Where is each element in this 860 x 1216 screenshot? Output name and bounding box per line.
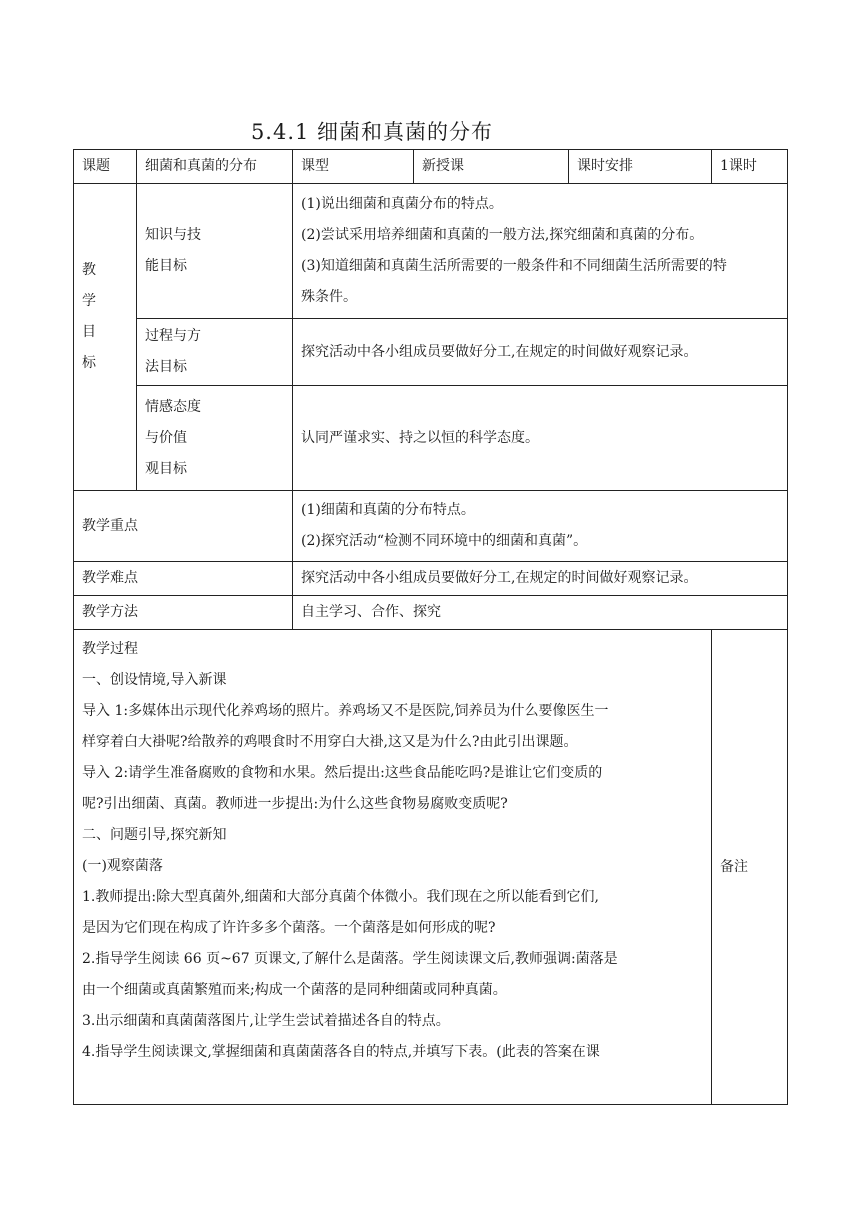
page-title: 5.4.1 细菌和真菌的分布 (250, 120, 494, 144)
difficulties-label: 教学难点 (74, 562, 293, 596)
knowledge-objective-content: (1)说出细菌和真菌分布的特点。 (2)尝试采用培养细菌和真菌的一般方法,探究细菌和真菌的分布。 (3)知道细菌和真菌生活所需要的一般条件和不同细菌生活所需要的特 殊条件。 (293, 184, 788, 319)
topic-value: 细菌和真菌的分布 (137, 150, 293, 184)
notes-label: 备注 (712, 630, 788, 1105)
methods-content: 自主学习、合作、探究 (293, 596, 788, 630)
process-objective-row (74, 319, 788, 386)
objectives-label: 教 学 目 标 (74, 184, 137, 491)
header-row (74, 150, 788, 184)
knowledge-objective-row (74, 184, 788, 319)
lesson-type-value: 新授课 (414, 150, 569, 184)
lesson-plan-table (73, 149, 788, 1105)
attitude-objective-label: 情感态度 与价值 观目标 (137, 386, 293, 491)
attitude-objective-row (74, 386, 788, 491)
teaching-process-content: 教学过程 一、创设情境,导入新课 导入 1:多媒体出示现代化养鸡场的照片。养鸡场又不是医院,饲养员为什么要像医生一 样穿着白大褂呢?给散养的鸡喂食时不用穿白大褂,这又是为什么?由此引出课题。 导入 2:请学生准备腐败的食物和水果。然后提出:这些食品能吃吗?是谁让它们变质的 呢?引出细菌、真菌。教师进一步提出:为什么这些食物易腐败变质呢? 二、问题引导,探究新知 (一)观察菌落 1.教师提出:除大型真菌外,细菌和大部分真菌个体微小。我们现在之所以能看到它们, 是因为它们现在构成了许许多多个菌落。一个菌落是如何形成的呢? 2.指导学生阅读 66 页~67 页课文,了解什么是菌落。学生阅读课文后,教师强调:菌落是 由一个细菌或真菌繁殖而来;构成一个菌落的是同种细菌或同种真菌。 3.出示细菌和真菌菌落图片,让学生尝试着描述各自的特点。 4.指导学生阅读课文,掌握细菌和真菌菌落各自的特点,并填写下表。(此表的答案在课 (74, 630, 712, 1105)
process-objective-label: 过程与方 法目标 (137, 319, 293, 386)
key-points-row (74, 491, 788, 562)
attitude-objective-content: 认同严谨求实、持之以恒的科学态度。 (293, 386, 788, 491)
difficulties-row (74, 562, 788, 596)
knowledge-objective-label: 知识与技 能目标 (137, 184, 293, 319)
lesson-type-label: 课型 (293, 150, 414, 184)
process-objective-content: 探究活动中各小组成员要做好分工,在规定的时间做好观察记录。 (293, 319, 788, 386)
topic-label: 课题 (74, 150, 137, 184)
schedule-value: 1课时 (712, 150, 788, 184)
schedule-label: 课时安排 (569, 150, 712, 184)
methods-label: 教学方法 (74, 596, 293, 630)
difficulties-content: 探究活动中各小组成员要做好分工,在规定的时间做好观察记录。 (293, 562, 788, 596)
methods-row (74, 596, 788, 630)
key-points-content: (1)细菌和真菌的分布特点。 (2)探究活动“检测不同环境中的细菌和真菌”。 (293, 491, 788, 562)
teaching-process-row (74, 630, 788, 1105)
key-points-label: 教学重点 (74, 491, 293, 562)
